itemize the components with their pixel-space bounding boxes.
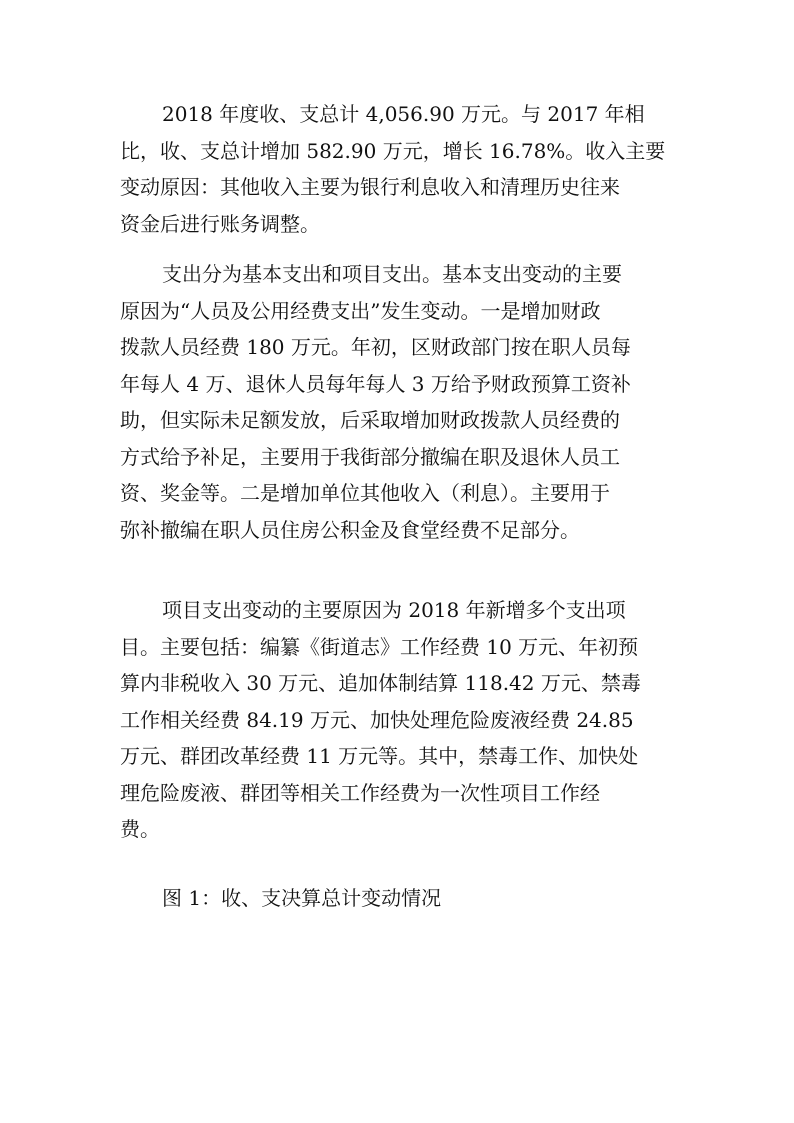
- text-line: 目。主要包括：编纂《街道志》工作经费 10 万元、年初预: [120, 634, 639, 659]
- text-line: 资金后进行账务调整。: [120, 211, 320, 236]
- text-line: 拨款人员经费 180 万元。年初，区财政部门按在职人员每: [120, 335, 631, 359]
- text-line: 比，收、支总计增加 582.90 万元，增长 16.78%。收入主要: [120, 138, 666, 163]
- text-line: 理危险废液、群团等相关工作经费为一次性项目工作经: [120, 780, 600, 805]
- text-line: 助，但实际未足额发放，后采取增加财政拨款人员经费的: [120, 408, 620, 432]
- text-line: 支出分为基本支出和项目支出。基本支出变动的主要: [162, 262, 622, 286]
- figure-caption-text: 图 1：收、支决算总计变动情况: [162, 886, 442, 910]
- text-line: 年每人 4 万、退休人员每年每人 3 万给予财政预算工资补: [120, 371, 631, 396]
- paragraph-project-expenditure: [120, 592, 680, 848]
- paragraph-income-expenditure-total: [120, 96, 680, 242]
- paragraph-basic-expenditure: [120, 256, 680, 548]
- text-line: 方式给予补足，主要用于我街部分撤编在职及退休人员工: [120, 444, 620, 469]
- figure-caption: [120, 880, 680, 917]
- text-line: 原因为“人员及公用经费支出”发生变动。一是增加财政: [120, 298, 601, 323]
- text-line: 算内非税收入 30 万元、追加体制结算 118.42 万元、禁毒: [120, 671, 641, 695]
- text-line: 2018 年度收、支总计 4,056.90 万元。与 2017 年相: [162, 102, 645, 126]
- text-line: 费。: [120, 817, 160, 841]
- text-line: 变动原因：其他收入主要为银行利息收入和清理历史往来: [120, 175, 620, 199]
- text-line: 项目支出变动的主要原因为 2018 年新增多个支出项: [162, 598, 626, 622]
- text-line: 资、奖金等。二是增加单位其他收入（利息）。主要用于: [120, 481, 610, 505]
- text-line: 工作相关经费 84.19 万元、加快处理危险废液经费 24.85: [120, 707, 634, 732]
- text-line: 弥补撤编在职人员住房公积金及食堂经费不足部分。: [120, 517, 580, 542]
- text-line: 万元、群团改革经费 11 万元等。其中，禁毒工作、加快处: [120, 744, 639, 768]
